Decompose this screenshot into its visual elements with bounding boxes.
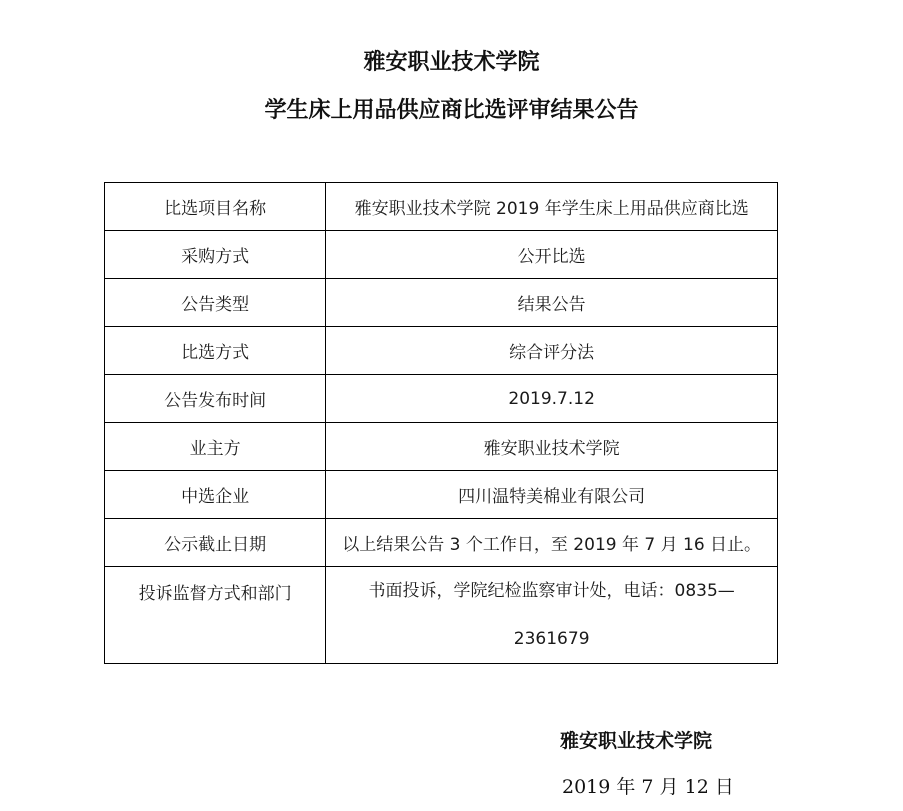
row-value-project-name: 雅安职业技术学院 2019 年学生床上用品供应商比选	[326, 183, 778, 231]
table-row	[105, 231, 778, 279]
table-row	[105, 327, 778, 375]
row-value-complaint-method: 书面投诉，学院纪检监察审计处，电话：0835—2361679	[326, 567, 778, 664]
row-value-owner: 雅安职业技术学院	[326, 423, 778, 471]
row-label-selection-method: 比选方式	[105, 327, 326, 375]
row-label-publish-time: 公告发布时间	[105, 375, 326, 423]
document-title: 雅安职业技术学院	[363, 49, 540, 75]
table-row	[105, 423, 778, 471]
table-row	[105, 183, 778, 231]
table-row	[105, 375, 778, 423]
table-row	[105, 279, 778, 327]
table-row	[105, 567, 778, 664]
row-value-winning-company: 四川温特美棉业有限公司	[326, 471, 778, 519]
row-value-publish-time: 2019.7.12	[326, 375, 778, 423]
row-label-winning-company: 中选企业	[105, 471, 326, 519]
row-value-procurement-method: 公开比选	[326, 231, 778, 279]
signature-organization: 雅安职业技术学院	[560, 730, 713, 752]
row-value-deadline: 以上结果公告 3 个工作日，至 2019 年 7 月 16 日止。	[326, 519, 778, 567]
row-value-announcement-type: 结果公告	[326, 279, 778, 327]
row-label-announcement-type: 公告类型	[105, 279, 326, 327]
row-label-deadline: 公示截止日期	[105, 519, 326, 567]
document-subtitle: 学生床上用品供应商比选评审结果公告	[264, 97, 639, 123]
table-row	[105, 471, 778, 519]
row-label-project-name: 比选项目名称	[105, 183, 326, 231]
row-value-selection-method: 综合评分法	[326, 327, 778, 375]
row-label-owner: 业主方	[105, 423, 326, 471]
table-row	[105, 519, 778, 567]
signature-date: 2019 年 7 月 12 日	[562, 776, 734, 798]
row-label-procurement-method: 采购方式	[105, 231, 326, 279]
announcement-table	[104, 182, 778, 664]
row-label-complaint-method: 投诉监督方式和部门	[105, 567, 326, 664]
